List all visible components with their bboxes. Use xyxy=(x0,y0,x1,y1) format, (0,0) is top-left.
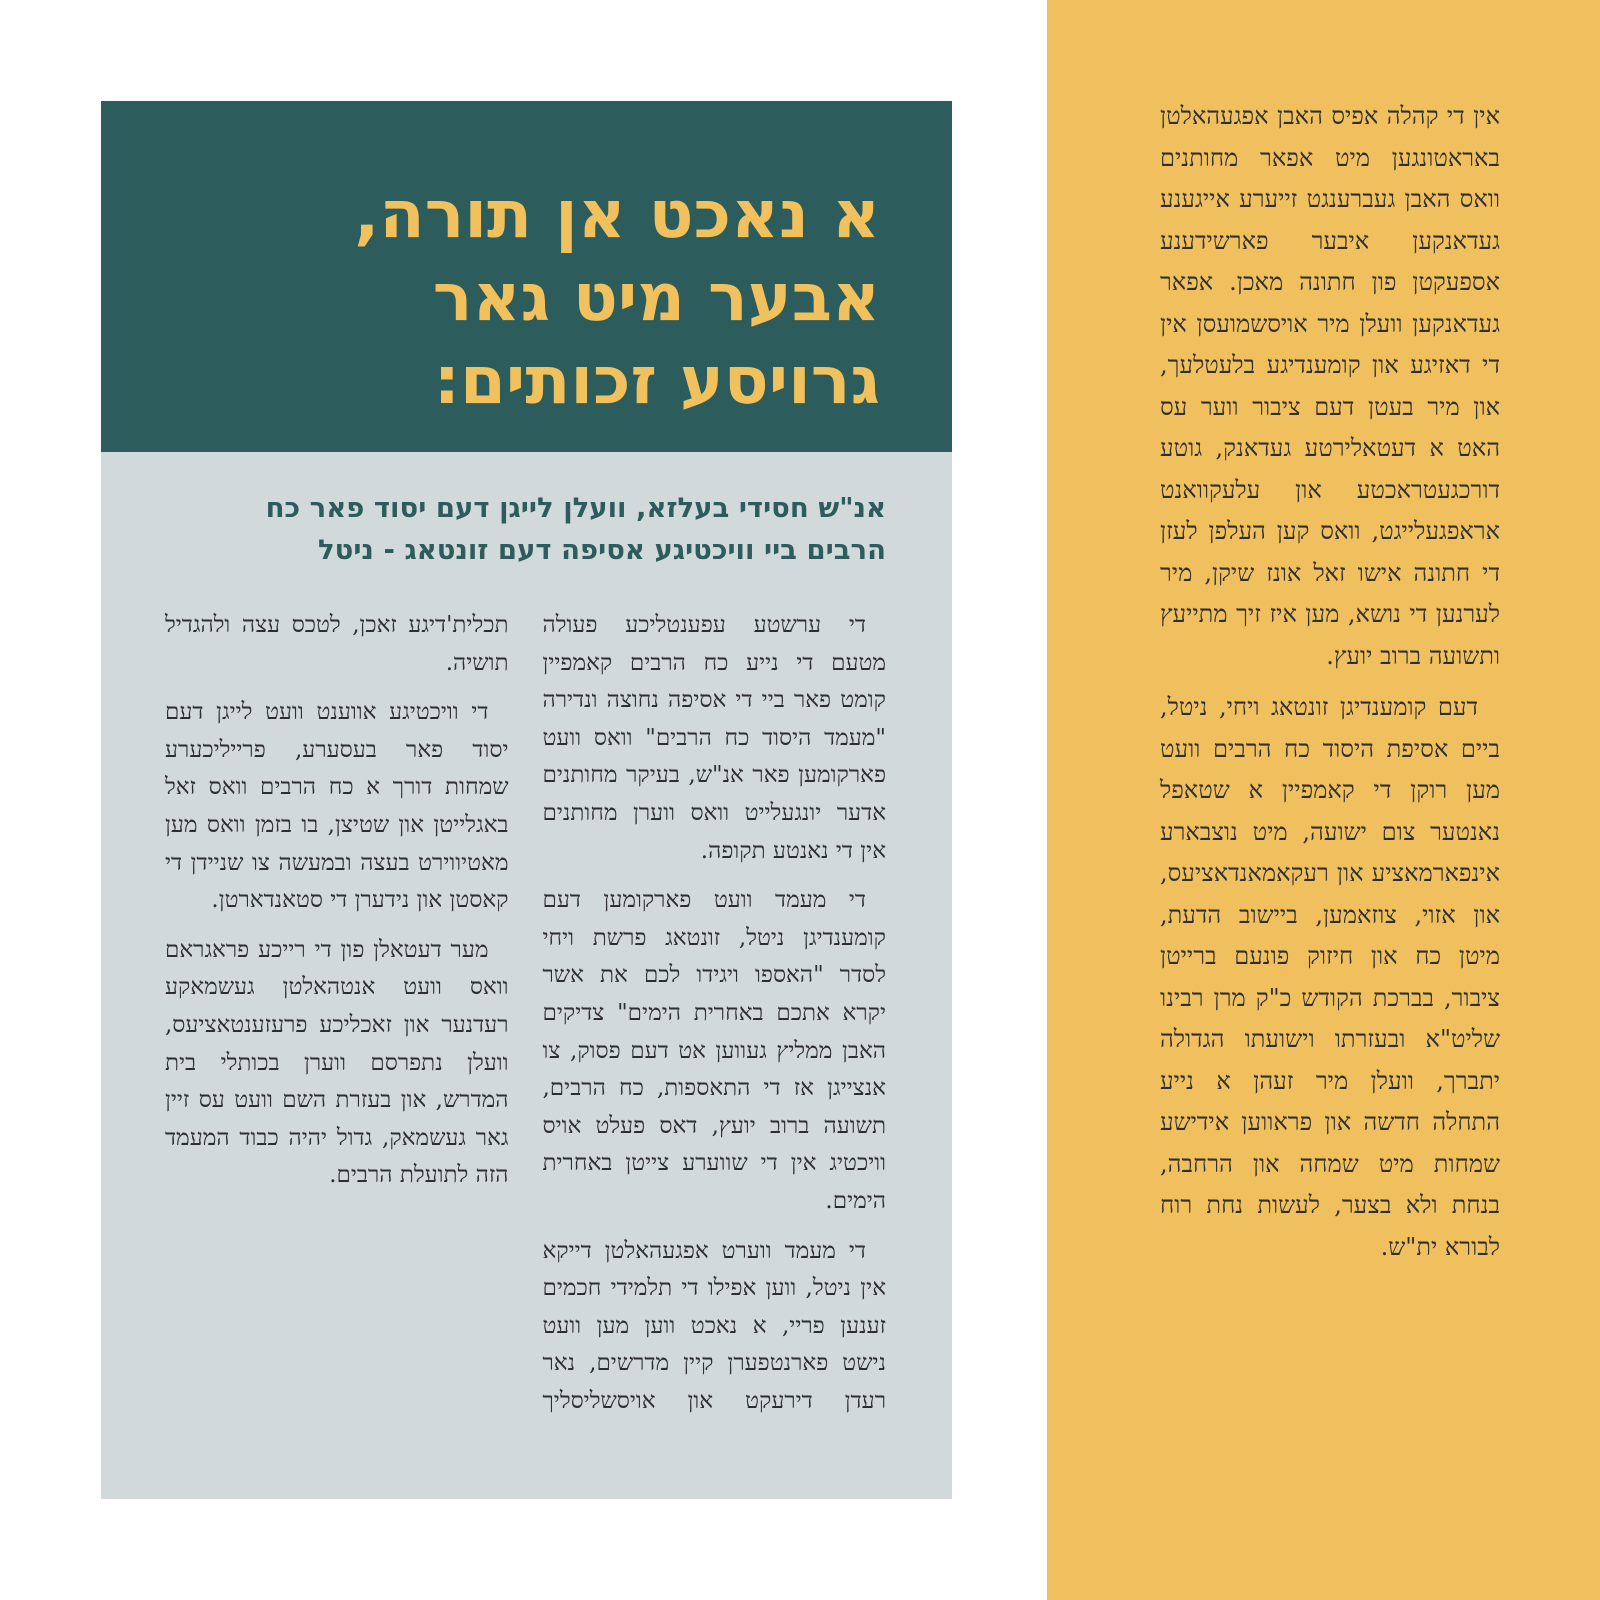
sidebar-paragraph: אין די קהלה אפיס האבן אפגעהאלטן באראטונגען מיט אפאר מחותנים וואס האבן געברענגט זייערע אייגענע געדאנקען איבער פארשידענע אספעקטן פון חתונה מאכן. אפאר געדאנקען וועלן מיר אויסשמועסן אין די דאזיגע און קומענדיגע בלעטלעך, און מיר בעטן דעם ציבור ווער עס האט א דעטאלירטע געדאנק, גוטע דורכגעטראכטע און עלעקוואנט אראפגעלייגט, וואס קען העלפן לעזן די חתונה אישו זאל אונז שיקן, מיר לערנען די נושא, מען איז זיך מתייעץ ותשועה ברוב יועץ. xyxy=(1160,102,1500,670)
subheadline-line: אנ"ש חסידי בעלזא, וועלן לייגן דעם יסוד פאר כח xyxy=(265,492,886,524)
subheadline xyxy=(166,487,886,571)
headline xyxy=(180,173,880,422)
headline-line: גרויסע זכותים: xyxy=(433,342,880,419)
headline-banner xyxy=(101,101,952,452)
body-paragraph: די מעמד וועט פארקומען דעם קומענדיגן ניטל, זונטאג פרשת ויחי לסדר "האספו ויגידו לכם את אשר יקרא אתכם באחרית הימים" צדיקים האבן ממליץ געווען אט דעם פסוק, צו אנצייגן אז די התאספות, כח הרבים, תשועה ברוב יועץ, דאס פעלט אויס וויכטיג אין די שווערע צייטן באחרית הימים. xyxy=(542,887,886,1214)
sidebar-paragraph: דעם קומענדיגן זונטאג ויחי, ניטל, ביים אסיפת היסוד כח הרבים וועט מען רוקן די קאמפיין א שטאפל נאנטער צום ישועה, מיט נוצבארע אינפארמאציע און רעקאמאנדאציעס, און אזוי, צוזאמען, ביישוב הדעת, מיטן כח און חיזוק פונעם ברייטן ציבור, בברכת הקודש כ"ק מרן רבינו שליט"א ובעזרתו וישועתו הגדולה יתברך, וועלן מיר זעהן א נייע התחלה חדשה און פראווען אידישע שמחות מיט שמחה און הרחבה, בנחת ולא בצער, לעשות נחת רוח לבורא ית"ש. xyxy=(1160,693,1500,1261)
article-body xyxy=(165,607,886,1467)
sidebar-text xyxy=(1160,96,1500,1278)
body-paragraph: די וויכטיגע אווענט וועט לייגן דעם יסוד פאר בעסערע, פרייליכערע שמחות דורך א כח הרבים וואס זאל באגלייטן און שטיצן, בו בזמן וואס מען מאטיווירט בעצה ובמעשה צו שניידן די קאסטן און נידערן די סטאנדארטן. xyxy=(165,699,509,914)
article-panel xyxy=(101,101,952,1499)
headline-line: אבער מיט גאר xyxy=(432,259,880,336)
body-paragraph: מער דעטאלן פון די רייכע פראגראם וואס וועט אנטהאלטן געשמאקע רעדנער און זאכליכע פרעזענטאציעס, וועלן נתפרסם ווערן בכותלי בית המדרש, און בעזרת השם וועט עס זיין גאר געשמאק, גדול יהיה כבוד המעמד הזה לתועלת הרבים. xyxy=(165,936,509,1189)
subheadline-line: הרבים ביי וויכטיגע אסיפה דעם זונטאג - ניטל xyxy=(318,534,886,566)
headline-line: א נאכט אן תורה, xyxy=(354,176,880,253)
body-paragraph: די ערשטע עפענטליכע פעולה מטעם די נייע כח הרבים קאמפיין קומט פאר ביי די אסיפה נחוצה ונדירה "מעמד היסוד כח הרבים" וואס וועט פארקומען פאר אנ"ש, בעיקר מחותנים אדער יונגעלייט וואס ווערן מחותנים אין די נאנטע תקופה. xyxy=(542,612,886,864)
body-paragraph: די מעמד ווערט אפגעהאלטן דייקא אין ניטל, ווען אפילו די תלמידי חכמים זענען פריי, א נאכט ווען מען וועט נישט פארנטפערן קיין מדרשים, נאר רעדן דירעקט און אויסשליסליך תכלית'דיגע זאכן, לטכס עצה ולהגדיל תושיה. xyxy=(165,612,886,1414)
